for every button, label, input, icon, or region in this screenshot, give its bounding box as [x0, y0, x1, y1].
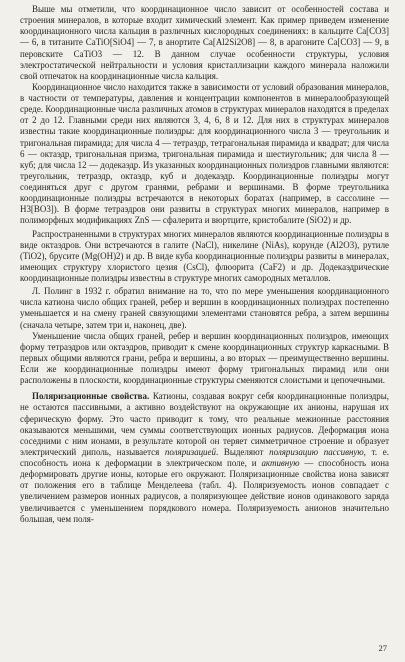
- polarization-text-3: , т. е. способность иона к деформации в электрическом поле, и: [20, 446, 389, 468]
- paragraph-pauling: Л. Полинг в 1932 г. обратил внимание на то, что по мере уменьшения координационного числа катиона число общих граней, ребер и вершин в координационных полиэдрах постепенно уменьшается и на смену граней связующими элементами становятся ребра, а затем вершины (сначала четыре, затем три и, наконец, две).: [20, 286, 389, 330]
- paragraph-octahedra: Распространенными в структурах многих минералов являются координационные полиэдры в виде октаэдров. Они встречаются в галите (NaCl), никелине (NiAs), корунде (Al2O3), рутиле (TiO2), брусите (Mg(OH)2) и др. В виде куба координационные полиэдры развиты в минералах, имеющих структуру хлористого цезия (CsCl), флюорита (CaF2) и др. Додекаэдрические координационные полиэдры известны в структуре многих самородных металлов.: [20, 228, 389, 283]
- section-heading-polarization: Поляризационные свойства.: [32, 391, 150, 402]
- paragraph-coordination-calcium: Выше мы отметили, что координационное число зависит от особенностей состава и строения минералов, в которые входит химический элемент. Как пример приведем изменение координационного числа кальция в различных кислородных соединениях: в кальците Ca[CO3] — 6, в титаните CaTiO[SiO4] — 7, в анортите Ca[Al2Si2O8] — 8, в арагоните Ca[CO3] — 9, в перовските CaTiO3 — 12. В данном случае особенности структуры, условия электростатической нейтральности и условия кристаллизации каждого минерала наложили свой отпечаток на координационные числа кальция.: [20, 4, 389, 81]
- paragraph-polarization: [20, 391, 389, 525]
- paragraph-coordination-polyhedra: Координационное число находится также в зависимости от условий образования минералов, в частности от температуры, давления и концентрации компонентов в минералообразующей среде. Координационные числа различных атомов в структурах минералов находятся в пределах от 2 до 12. Главными среди них являются 3, 4, 6, 8 и 12. Для них в структурах минералов известны такие координационные полиэдры: для координационного числа 3 — треугольник и тригональная пирамида; для числа 4 — тетраэдр, тетрагональная пирамида и квадрат; для числа 6 — октаэдр, тригональная призма, тригональная пирамида и шестиугольник; для числа 8 — куб; для числа 12 — додекаэдр. Из указанных координационных полиэдров главными являются: треугольник, тетраэдр, октаэдр, куб и додекаэдр. Координационные полиэдры могут соединяться друг с другом гранями, ребрами и вершинами. В форме треугольника координационные полиэдры встречаются в некоторых боратах (например, в сассолине — H3[BO3]). В форме тетраэдров они развиты в структурах многих минералов, например в полиморфных модификациях ZnS — сфалерита и вюртците, кристобалите (SiO2) и др.: [20, 81, 389, 226]
- page-number: 27: [378, 643, 387, 653]
- polarization-text-1: Катионы, создавая вокруг себя координационные полиэдры, не остаются пассивными, а активно воздействуют на окружающие их анионы, нарушая их сферическую форму. Это часто приводит к тому, что реальные межионные расстояния оказываются меньшими, чем суммы соответствующих ионных радиусов. Деформация иона соседними с ним ионами, в результате которой он теряет симметричное строение и образует электрический диполь, называется: [20, 391, 389, 457]
- term-polarization: поляризацией: [164, 446, 216, 457]
- polarization-text-4: — способность иона деформировать другие ионы, которые его окружают. Поляризационные свойства иона зависят от положения его в таблице Менделеева (табл. 4). Поляризуемость ионов совпадает с увеличением размеров ионных радиусов, а поляризующее действие ионов одинакового заряда увеличивается с уменьшением порядкового номера. Поляризуемость анионов значительно большая, чем поля-: [20, 458, 390, 524]
- polarization-text-2: . Выделяют: [215, 446, 270, 457]
- term-passive-polarization: поляризацию пассивную: [269, 446, 364, 457]
- paragraph-framework-structures: Уменьшение числа общих граней, ребер и вершин координационных полиэдров, имеющих форму тетраэдров или октаэдров, приводит к смене координационных структур каркасными. В первых общими являются грани, ребра и вершины, а во вторых — преимущественно вершины. Если же координационные полиэдры имеют форму тригональных пирамид или они расположены в плоскости, координационные структуры сменяются слоистыми и цепочечными.: [20, 330, 389, 386]
- term-active-polarization: активную: [261, 458, 300, 468]
